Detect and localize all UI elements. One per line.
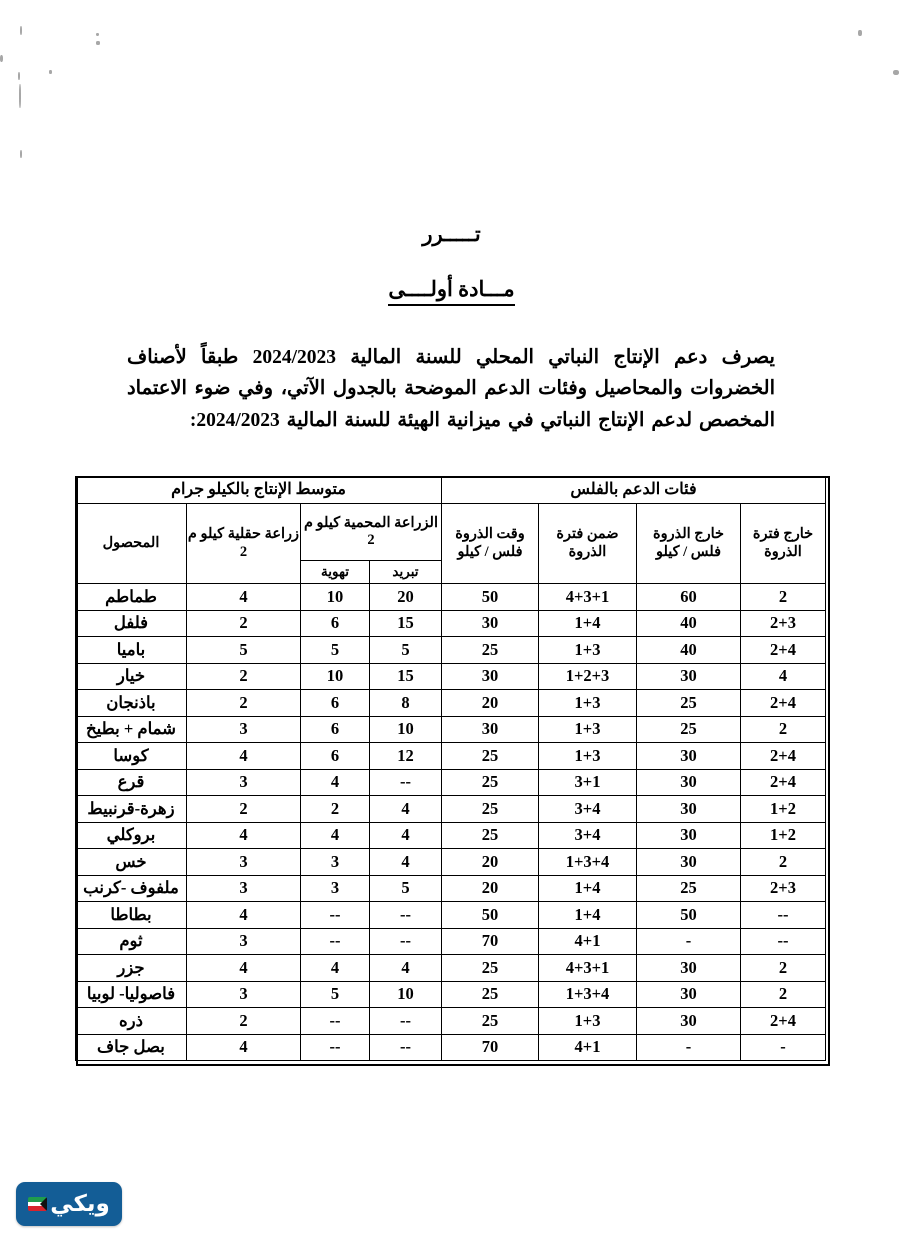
cell-out-peak: - <box>637 1034 741 1061</box>
table-row <box>75 716 825 743</box>
cell-field: 2 <box>186 610 300 637</box>
scan-artifact <box>893 70 899 75</box>
table-row <box>75 663 825 690</box>
cell-within-peak-period: 1+3 <box>539 1008 637 1035</box>
cell-crop: فلفل <box>75 610 186 637</box>
cell-field: 3 <box>186 981 300 1008</box>
cell-within-peak-period: 1+3 <box>539 716 637 743</box>
cell-peak-time: 70 <box>441 1034 538 1061</box>
article-paragraph: يصرف دعم الإنتاج النباتي المحلي للسنة المالية 2024/2023 طبقاً لأصناف الخضروات والمحاصيل وفئات الدعم الموضحة بالجدول الآتي، وفي ضوء الاعتماد المخصص لدعم الإنتاج النباتي في ميزانية الهيئة للسنة المالية 2024/2023: <box>127 346 775 431</box>
cell-crop: جزر <box>75 955 186 982</box>
cell-within-peak-period: 4+1 <box>539 928 637 955</box>
heading-article <box>0 277 903 306</box>
column-header-field: زراعة حقلية كيلو م 2 <box>186 504 300 584</box>
column-header-protected: الزراعة المحمية كيلو م 2 <box>300 504 441 561</box>
cell-crop: ذره <box>75 1008 186 1035</box>
cell-cooling: 4 <box>369 849 441 876</box>
cell-out-peak-period: 2+4 <box>741 743 826 770</box>
cell-crop: ملفوف -كرنب <box>75 875 186 902</box>
cell-out-peak: 30 <box>637 955 741 982</box>
cell-cooling: 15 <box>369 663 441 690</box>
cell-field: 3 <box>186 769 300 796</box>
cell-crop: قرع <box>75 769 186 796</box>
cell-cooling: 4 <box>369 955 441 982</box>
scan-artifact <box>20 26 22 35</box>
cell-crop: بصل جاف <box>75 1034 186 1061</box>
cell-crop: فاصوليا- لوبيا <box>75 981 186 1008</box>
column-header-out-peak-period: خارج فترة الذروة <box>741 504 826 584</box>
cell-ventilation: 5 <box>300 981 369 1008</box>
cell-within-peak-period: 4+1 <box>539 1034 637 1061</box>
cell-within-peak-period: 1+3 <box>539 743 637 770</box>
cell-crop: باميا <box>75 637 186 664</box>
cell-field: 2 <box>186 690 300 717</box>
cell-peak-time: 30 <box>441 663 538 690</box>
table-row <box>75 690 825 717</box>
cell-ventilation: 3 <box>300 875 369 902</box>
cell-field: 3 <box>186 928 300 955</box>
scan-artifact <box>20 150 22 158</box>
cell-out-peak: 50 <box>637 902 741 929</box>
cell-out-peak-period: 2 <box>741 716 826 743</box>
cell-out-peak: 25 <box>637 690 741 717</box>
cell-peak-time: 25 <box>441 1008 538 1035</box>
cell-cooling: 5 <box>369 637 441 664</box>
cell-peak-time: 25 <box>441 769 538 796</box>
cell-ventilation: -- <box>300 1034 369 1061</box>
cell-out-peak: 30 <box>637 796 741 823</box>
cell-field: 2 <box>186 1008 300 1035</box>
table-header <box>75 477 825 584</box>
cell-out-peak-period: 4 <box>741 663 826 690</box>
cell-crop: ثوم <box>75 928 186 955</box>
cell-out-peak-period: 2+3 <box>741 610 826 637</box>
cell-out-peak-period: 2+3 <box>741 875 826 902</box>
table-row <box>75 1034 825 1061</box>
cell-field: 2 <box>186 663 300 690</box>
cell-out-peak: 30 <box>637 849 741 876</box>
cell-ventilation: -- <box>300 902 369 929</box>
cell-out-peak: 60 <box>637 584 741 611</box>
column-header-within-peak-period: ضمن فترة الذروة <box>539 504 637 584</box>
cell-out-peak-period: 2 <box>741 981 826 1008</box>
cell-within-peak-period: 1+3+4 <box>539 849 637 876</box>
table-row <box>75 902 825 929</box>
cell-peak-time: 25 <box>441 955 538 982</box>
table-row <box>75 769 825 796</box>
cell-out-peak-period: 2+4 <box>741 637 826 664</box>
cell-out-peak: 25 <box>637 875 741 902</box>
cell-out-peak-period: 2+4 <box>741 690 826 717</box>
cell-cooling: 10 <box>369 716 441 743</box>
cell-cooling: -- <box>369 769 441 796</box>
cell-cooling: -- <box>369 1034 441 1061</box>
cell-cooling: -- <box>369 1008 441 1035</box>
table-column-header-row <box>75 504 825 561</box>
support-rates-table <box>75 476 826 1061</box>
column-header-crop: المحصول <box>75 504 186 584</box>
cell-ventilation: 4 <box>300 769 369 796</box>
cell-peak-time: 20 <box>441 690 538 717</box>
cell-cooling: 10 <box>369 981 441 1008</box>
cell-field: 4 <box>186 902 300 929</box>
cell-peak-time: 25 <box>441 981 538 1008</box>
cell-crop: شمام + بطيخ <box>75 716 186 743</box>
cell-cooling: 20 <box>369 584 441 611</box>
cell-cooling: 12 <box>369 743 441 770</box>
wiki-watermark-label: ويكي <box>50 1190 110 1217</box>
column-header-cooling: تبريد <box>369 561 441 584</box>
table-row <box>75 928 825 955</box>
cell-ventilation: 6 <box>300 743 369 770</box>
table-row <box>75 584 825 611</box>
cell-out-peak: 30 <box>637 981 741 1008</box>
group-header-production: متوسط الإنتاج بالكيلو جرام <box>75 477 441 504</box>
cell-within-peak-period: 1+3+4 <box>539 981 637 1008</box>
cell-crop: زهرة-قرنبيط <box>75 796 186 823</box>
support-rates-table-wrapper <box>76 476 826 1061</box>
wiki-watermark-badge <box>16 1182 122 1226</box>
cell-peak-time: 20 <box>441 875 538 902</box>
table-row <box>75 743 825 770</box>
cell-out-peak-period: 2+4 <box>741 1008 826 1035</box>
cell-crop: كوسا <box>75 743 186 770</box>
cell-out-peak-period: -- <box>741 902 826 929</box>
cell-cooling: 5 <box>369 875 441 902</box>
table-row <box>75 796 825 823</box>
cell-cooling: 15 <box>369 610 441 637</box>
cell-ventilation: -- <box>300 928 369 955</box>
column-header-peak-time: وقت الذروة فلس / كيلو <box>441 504 538 584</box>
column-header-out-peak: خارج الذروة فلس / كيلو <box>637 504 741 584</box>
scan-artifact <box>19 84 21 108</box>
cell-ventilation: -- <box>300 1008 369 1035</box>
cell-out-peak-period: 1+2 <box>741 796 826 823</box>
cell-out-peak: 30 <box>637 1008 741 1035</box>
cell-within-peak-period: 3+4 <box>539 822 637 849</box>
cell-field: 4 <box>186 1034 300 1061</box>
scan-artifact <box>49 70 52 74</box>
cell-field: 2 <box>186 796 300 823</box>
kuwait-flag-icon <box>28 1197 47 1211</box>
scan-artifact <box>858 30 862 36</box>
cell-within-peak-period: 4+3+1 <box>539 584 637 611</box>
cell-cooling: -- <box>369 902 441 929</box>
cell-field: 3 <box>186 716 300 743</box>
cell-field: 5 <box>186 637 300 664</box>
cell-ventilation: 2 <box>300 796 369 823</box>
scan-artifact <box>96 33 99 36</box>
cell-within-peak-period: 1+4 <box>539 902 637 929</box>
cell-out-peak: 30 <box>637 822 741 849</box>
cell-field: 4 <box>186 584 300 611</box>
cell-within-peak-period: 1+3 <box>539 690 637 717</box>
cell-out-peak: - <box>637 928 741 955</box>
cell-out-peak-period: 1+2 <box>741 822 826 849</box>
cell-ventilation: 4 <box>300 955 369 982</box>
cell-peak-time: 50 <box>441 584 538 611</box>
cell-out-peak-period: 2+4 <box>741 769 826 796</box>
cell-field: 3 <box>186 875 300 902</box>
cell-peak-time: 70 <box>441 928 538 955</box>
table-row <box>75 981 825 1008</box>
cell-crop: طماطم <box>75 584 186 611</box>
table-row <box>75 822 825 849</box>
table-row <box>75 955 825 982</box>
scan-artifact <box>0 55 3 62</box>
cell-ventilation: 6 <box>300 690 369 717</box>
cell-out-peak-period: 2 <box>741 849 826 876</box>
cell-ventilation: 10 <box>300 584 369 611</box>
table-row <box>75 1008 825 1035</box>
cell-out-peak: 40 <box>637 610 741 637</box>
table-group-header-row <box>75 477 825 504</box>
cell-peak-time: 25 <box>441 796 538 823</box>
cell-field: 4 <box>186 955 300 982</box>
cell-within-peak-period: 1+4 <box>539 610 637 637</box>
scan-artifact <box>96 41 100 45</box>
cell-within-peak-period: 3+1 <box>539 769 637 796</box>
cell-ventilation: 3 <box>300 849 369 876</box>
cell-peak-time: 20 <box>441 849 538 876</box>
heading-article-text: مـــادة أولــــى <box>388 277 514 306</box>
scan-artifact <box>18 72 20 80</box>
cell-field: 3 <box>186 849 300 876</box>
cell-cooling: 4 <box>369 796 441 823</box>
cell-within-peak-period: 1+3 <box>539 637 637 664</box>
cell-crop: بروكلي <box>75 822 186 849</box>
cell-ventilation: 4 <box>300 822 369 849</box>
group-header-support: فئات الدعم بالفلس <box>441 477 825 504</box>
table-row <box>75 875 825 902</box>
cell-crop: بطاطا <box>75 902 186 929</box>
cell-out-peak: 30 <box>637 743 741 770</box>
cell-crop: باذنجان <box>75 690 186 717</box>
cell-within-peak-period: 1+4 <box>539 875 637 902</box>
cell-out-peak: 40 <box>637 637 741 664</box>
cell-out-peak-period: 2 <box>741 584 826 611</box>
column-header-ventilation: تهوية <box>300 561 369 584</box>
cell-within-peak-period: 4+3+1 <box>539 955 637 982</box>
cell-ventilation: 5 <box>300 637 369 664</box>
cell-out-peak: 30 <box>637 769 741 796</box>
cell-peak-time: 30 <box>441 610 538 637</box>
cell-within-peak-period: 1+2+3 <box>539 663 637 690</box>
cell-out-peak: 25 <box>637 716 741 743</box>
table-row <box>75 849 825 876</box>
cell-cooling: -- <box>369 928 441 955</box>
cell-ventilation: 6 <box>300 610 369 637</box>
cell-peak-time: 25 <box>441 822 538 849</box>
cell-crop: خس <box>75 849 186 876</box>
cell-peak-time: 50 <box>441 902 538 929</box>
cell-crop: خيار <box>75 663 186 690</box>
cell-peak-time: 25 <box>441 637 538 664</box>
cell-field: 4 <box>186 822 300 849</box>
cell-peak-time: 30 <box>441 716 538 743</box>
cell-cooling: 4 <box>369 822 441 849</box>
table-row <box>75 610 825 637</box>
heading-decide: تـــــرر <box>422 222 481 246</box>
cell-peak-time: 25 <box>441 743 538 770</box>
cell-out-peak: 30 <box>637 663 741 690</box>
cell-out-peak-period: - <box>741 1034 826 1061</box>
cell-field: 4 <box>186 743 300 770</box>
cell-ventilation: 10 <box>300 663 369 690</box>
table-row <box>75 637 825 664</box>
cell-out-peak-period: -- <box>741 928 826 955</box>
cell-ventilation: 6 <box>300 716 369 743</box>
table-body <box>75 584 825 1061</box>
cell-within-peak-period: 3+4 <box>539 796 637 823</box>
cell-cooling: 8 <box>369 690 441 717</box>
cell-out-peak-period: 2 <box>741 955 826 982</box>
